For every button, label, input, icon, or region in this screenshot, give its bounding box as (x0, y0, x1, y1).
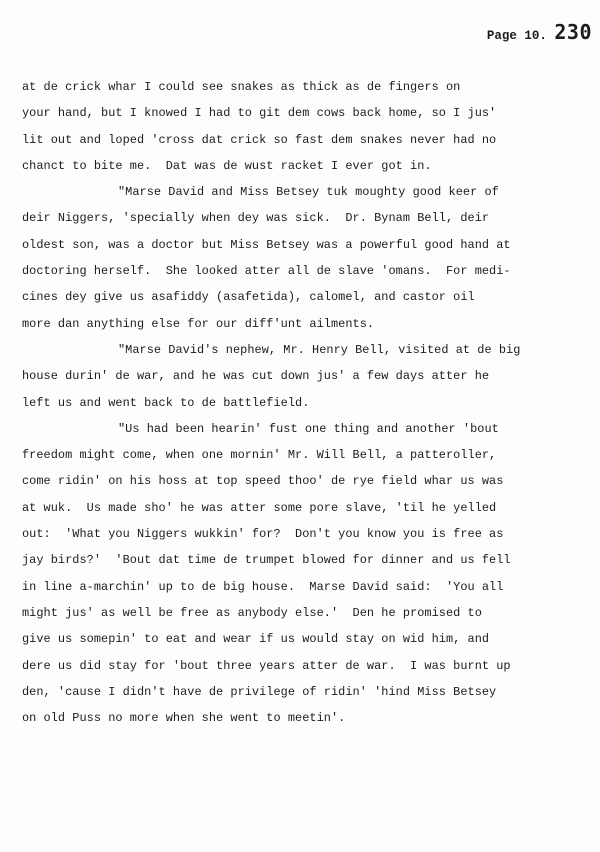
text-line: deir Niggers, 'specially when dey was sick. Dr. Bynam Bell, deir (22, 211, 490, 226)
text-line: left us and went back to de battlefield. (22, 395, 310, 410)
paragraph-start-line: "Marse David's nephew, Mr. Henry Bell, visited at de big (118, 342, 521, 357)
text-line: house durin' de war, and he was cut down jus' a few days atter he (22, 369, 490, 384)
document-body (22, 74, 594, 731)
text-line: at wuk. Us made sho' he was atter some pore slave, 'til he yelled (22, 500, 497, 515)
text-line: on old Puss no more when she went to meetin'. (22, 711, 346, 726)
page-number (487, 20, 592, 44)
text-line: doctoring herself. She looked atter all de slave 'omans. For medi- (22, 264, 511, 279)
text-line: at de crick whar I could see snakes as thick as de fingers on (22, 80, 461, 94)
text-line: more dan anything else for our diff'unt ailments. (22, 316, 375, 331)
page-number-label: Page 10. (486, 29, 547, 43)
text-line: might jus' as well be free as anybody else.' Den he promised to (22, 605, 482, 620)
paragraph-start-line: "Us had been hearin' fust one thing and another 'bout (118, 421, 499, 436)
paragraph-start-line: "Marse David and Miss Betsey tuk moughty good keer of (118, 185, 499, 200)
text-line: cines dey give us asafiddy (asafetida), calomel, and castor oil (22, 290, 475, 305)
text-line: freedom might come, when one mornin' Mr. Will Bell, a patteroller, (22, 448, 497, 463)
text-line: oldest son, was a doctor but Miss Betsey was a powerful good hand at (22, 237, 511, 252)
text-line: your hand, but I knowed I had to git dem cows back home, so I jus' (22, 106, 497, 121)
text-line: chanct to bite me. Dat was de wust racket I ever got in. (22, 158, 432, 173)
text-line: come ridin' on his hoss at top speed thoo' de rye field whar us was (22, 474, 504, 489)
page-number-value: 230 (554, 20, 592, 44)
text-line: in line a-marchin' up to de big house. Marse David said: 'You all (22, 579, 504, 594)
text-line: lit out and loped 'cross dat crick so fast dem snakes never had no (22, 132, 497, 147)
text-line: give us somepin' to eat and wear if us would stay on wid him, and (22, 632, 490, 647)
text-line: out: 'What you Niggers wukkin' for? Don't you know you is free as (22, 527, 504, 542)
text-line: dere us did stay for 'bout three years atter de war. I was burnt up (22, 658, 511, 673)
text-line: den, 'cause I didn't have de privilege of ridin' 'hind Miss Betsey (22, 684, 497, 699)
text-line: jay birds?' 'Bout dat time de trumpet blowed for dinner and us fell (22, 553, 511, 568)
